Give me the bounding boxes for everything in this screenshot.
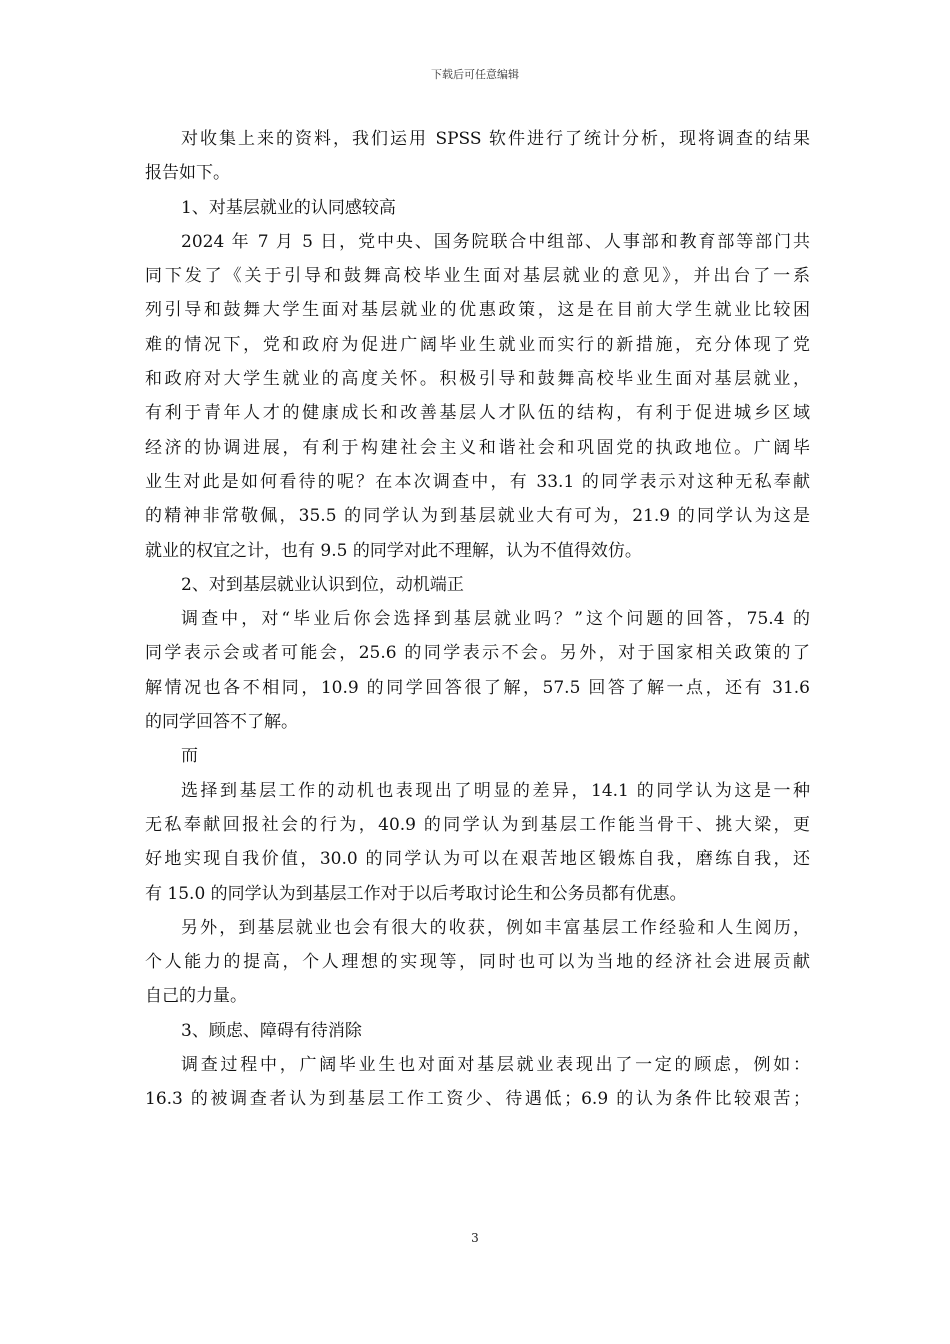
- text-line: 而: [181, 746, 198, 767]
- text-line: 另外，到基层就业也会有很大的收获，例如丰富基层工作经验和人生阅历，: [181, 917, 810, 938]
- text-line: 的同学回答不了解。: [145, 712, 298, 733]
- page-header: 下载后可任意编辑: [431, 68, 519, 81]
- text-line: 选择到基层工作的动机也表现出了明显的差异，14.1 的同学认为这是一种: [181, 780, 810, 801]
- text-line: 有 15.0 的同学认为到基层工作对于以后考取讨论生和公务员都有优惠。: [145, 883, 687, 904]
- text-line: 同下发了《关于引导和鼓舞高校毕业生面对基层就业的意见》，并出台了一系: [145, 266, 810, 287]
- text-line: 的精神非常敬佩，35.5 的同学认为到基层就业大有可为，21.9 的同学认为这是: [145, 506, 810, 527]
- document-body: [145, 122, 810, 1117]
- text-line: 就业的权宜之计，也有 9.5 的同学对此不理解，认为不值得效仿。: [145, 540, 642, 561]
- text-line: 调查中，对“毕业后你会选择到基层就业吗？”这个问题的回答，75.4 的: [181, 609, 810, 630]
- text-line: 报告如下。: [145, 163, 230, 184]
- text-line: 有利于青年人才的健康成长和改善基层人才队伍的结构，有利于促进城乡区域: [145, 403, 810, 424]
- text-line: 对收集上来的资料，我们运用 SPSS 软件进行了统计分析，现将调查的结果: [181, 129, 810, 149]
- text-line: 列引导和鼓舞大学生面对基层就业的优惠政策，这是在目前大学生就业比较困: [145, 300, 810, 321]
- text-line: 无私奉献回报社会的行为，40.9 的同学认为到基层工作能当骨干、挑大梁，更: [145, 814, 810, 835]
- text-line: 16.3 的被调查者认为到基层工作工资少、待遇低；6.9 的认为条件比较艰苦；: [145, 1089, 810, 1110]
- text-line: 解情况也各不相同，10.9 的同学回答很了解，57.5 回答了解一点，还有 31.6: [145, 677, 810, 698]
- text-line: 难的情况下，党和政府为促进广阔毕业生就业而实行的新措施，充分体现了党: [145, 334, 810, 355]
- text-line: 2、对到基层就业认识到位，动机端正: [181, 574, 464, 595]
- text-line: 自己的力量。: [145, 986, 247, 1007]
- text-line: 1、对基层就业的认同感较高: [181, 197, 396, 218]
- text-line: 业生对此是如何看待的呢？在本次调查中，有 33.1 的同学表示对这种无私奉献: [145, 471, 810, 492]
- page-number: 3: [471, 1231, 479, 1245]
- text-line: 2024 年 7 月 5 日，党中央、国务院联合中组部、人事部和教育部等部门共: [181, 231, 810, 252]
- text-line: 经济的协调进展，有利于构建社会主义和谐社会和巩固党的执政地位。广阔毕: [145, 437, 810, 458]
- text-line: 好地实现自我价值，30.0 的同学认为可以在艰苦地区锻炼自我，磨练自我，还: [145, 849, 810, 870]
- text-line: 调查过程中，广阔毕业生也对面对基层就业表现出了一定的顾虑，例如：: [181, 1055, 810, 1076]
- text-line: 个人能力的提高，个人理想的实现等，同时也可以为当地的经济社会进展贡献: [145, 952, 810, 973]
- text-line: 同学表示会或者可能会，25.6 的同学表示不会。另外，对于国家相关政策的了: [145, 643, 810, 664]
- text-line: 3、顾虑、障碍有待消除: [181, 1020, 362, 1041]
- text-line: 和政府对大学生就业的高度关怀。积极引导和鼓舞高校毕业生面对基层就业，: [145, 369, 810, 390]
